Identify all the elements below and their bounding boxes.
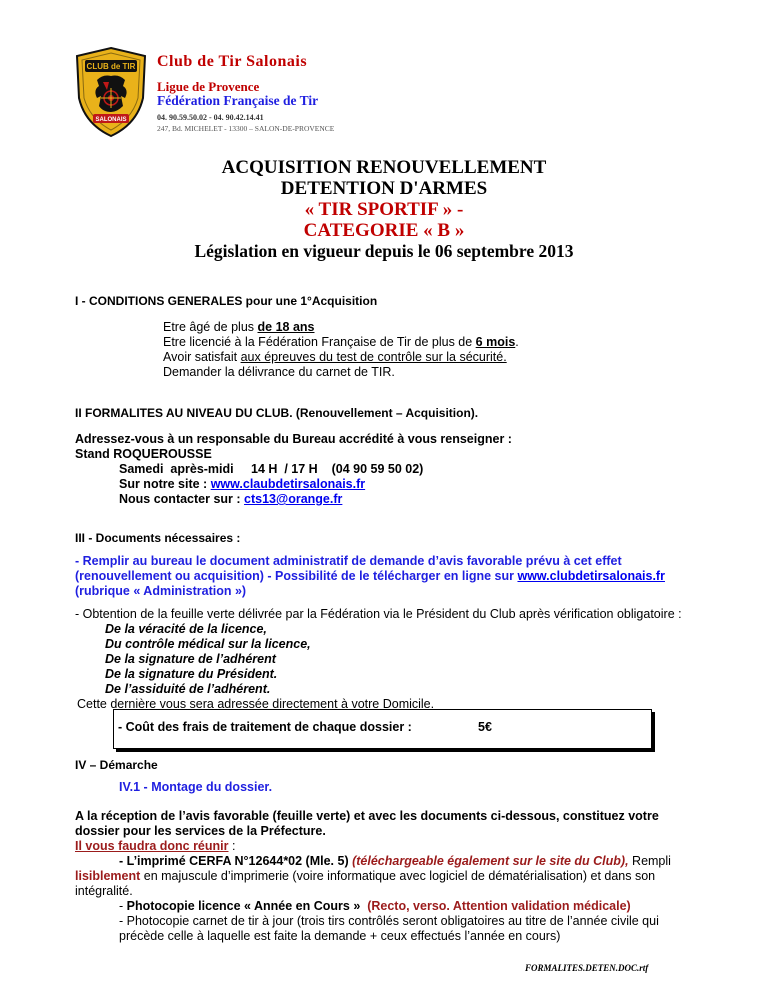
condition-carnet: Demander la délivrance du carnet de TIR. (163, 365, 395, 379)
condition-licence-value: 6 mois (475, 335, 516, 349)
section-4-1-heading: IV.1 - Montage du dossier. (119, 780, 273, 794)
section-2-intro: Adressez-vous à un responsable du Bureau accrédité à vous renseigner : (75, 432, 512, 446)
title-legislation: Législation en vigueur depuis le 06 septembre 2013 (194, 241, 574, 261)
photocopie-licence-note: (Recto, verso. Attention validation médicale) (360, 899, 631, 913)
photocopie-licence-text: Photocopie licence « Année en Cours » (126, 899, 361, 913)
condition-licence (163, 335, 519, 350)
section-1-heading: I - CONDITIONS GENERALES pour une 1°Acquisition (75, 294, 378, 308)
title-line-3: « TIR SPORTIF » - (304, 199, 464, 220)
need-colon: : (228, 839, 236, 853)
check-item: De l’assiduité de l’adhérent. (105, 682, 271, 696)
condition-test-underlined: aux épreuves du test de contrôle sur la sécurité. (240, 350, 507, 364)
condition-age-value: de 18 ans (257, 320, 315, 334)
website-label: Sur notre site : (119, 477, 211, 491)
download-link[interactable]: www.clubdetirsalonais.fr (517, 569, 665, 583)
section-3-heading: III - Documents nécessaires : (75, 531, 241, 545)
club-logo (73, 46, 149, 138)
photocopie-licence-line (119, 899, 631, 914)
check-item: De la signature du Président. (105, 667, 278, 681)
contact-label: Nous contacter sur : (119, 492, 245, 506)
title-line-2: DETENTION D'ARMES (280, 178, 488, 199)
phone-numbers: 04. 90.59.50.02 - 04. 90.42.14.41 (157, 113, 264, 122)
check-item: De la signature de l’adhérent (105, 652, 276, 666)
club-name: Club de Tir Salonais (157, 53, 308, 70)
logo-top-text: CLUB de TIR (86, 62, 136, 71)
section-4-heading: IV – Démarche (75, 758, 158, 772)
photocopie-dash: - (119, 899, 127, 913)
cerfa-line (119, 854, 671, 869)
check-item: De la véracité de la licence, (105, 622, 267, 636)
footer-filename: FORMALITES.DETEN.DOC.rtf (525, 963, 649, 973)
request-line-2-text: (renouvellement ou acquisition) - Possibilité de le télécharger en ligne sur (75, 569, 518, 583)
title-line-4: CATEGORIE « B » (303, 220, 465, 241)
lisiblement-line (75, 869, 655, 884)
stand-name: Stand ROQUEROUSSE (75, 447, 212, 461)
club-address: 247, Bd. MICHELET - 13300 – SALON-DE-PROVENCE (157, 124, 335, 133)
condition-test (163, 350, 507, 365)
carnet-line-1: - Photocopie carnet de tir à jour (trois tirs contrôlés seront obligatoires au titre de l’année civile qui (119, 914, 659, 928)
cerfa-note: (téléchargeable également sur le site du Club), (352, 854, 629, 868)
logo-bottom-text: SALONAIS (95, 117, 127, 123)
condition-age-text: Etre âgé de plus (163, 320, 258, 334)
cerfa-end: Rempli (628, 854, 671, 868)
section-2-heading: II FORMALITES AU NIVEAU DU CLUB. (Renouvellement – Acquisition). (75, 406, 479, 420)
carnet-line-2: précède celle à laquelle est faite la demande + ceux effectués l’année en cours) (119, 929, 561, 943)
obtention-line: - Obtention de la feuille verte délivrée par la Fédération via le Président du Club après vérification obligatoire : (75, 607, 682, 621)
request-line-1: - Remplir au bureau le document administratif de demande d’avis favorable prévu à cet effet (75, 554, 622, 568)
condition-licence-text: Etre licencié à la Fédération Française de Tir de plus de (163, 335, 476, 349)
need-label: Il vous faudra donc réunir (75, 839, 229, 853)
condition-age (163, 320, 315, 335)
request-line-2 (75, 569, 665, 584)
stand-hours: Samedi après-midi 14 H / 17 H (04 90 59 50 02) (119, 462, 424, 476)
condition-licence-end: . (515, 335, 519, 349)
website-line (119, 477, 365, 492)
reception-line-1: A la réception de l’avis favorable (feuille verte) et avec les documents ci-dessous, constituez votre (75, 809, 659, 823)
website-link[interactable]: www.claubdetirsalonais.fr (210, 477, 366, 491)
need-line (75, 839, 235, 854)
cost-value: 5€ (478, 720, 492, 734)
lisiblement-word: lisiblement (75, 869, 141, 883)
ligue-name: Ligue de Provence (157, 79, 260, 94)
integralite-line: intégralité. (75, 884, 133, 898)
cost-label: - Coût des frais de traitement de chaque dossier : (118, 720, 412, 734)
title-line-1: ACQUISITION RENOUVELLEMENT (221, 157, 547, 178)
check-item: Du contrôle médical sur la licence, (105, 637, 311, 651)
cerfa-text: - L’imprimé CERFA N°12644*02 (Mle. 5) (119, 854, 353, 868)
request-line-3: (rubrique « Administration ») (75, 584, 247, 598)
condition-test-text: Avoir satisfait (163, 350, 241, 364)
contact-email-link[interactable]: cts13@orange.fr (244, 492, 343, 506)
federation-name: Fédération Française de Tir (157, 93, 319, 108)
lisiblement-text: en majuscule d’imprimerie (voire informatique avec logiciel de dématérialisation) et dans son (140, 869, 656, 883)
contact-line (119, 492, 342, 507)
reception-line-2: dossier pour les services de la Préfecture. (75, 824, 326, 838)
document-title (0, 157, 768, 262)
delivery-line: Cette dernière vous sera adressée directement à votre Domicile. (77, 697, 435, 711)
